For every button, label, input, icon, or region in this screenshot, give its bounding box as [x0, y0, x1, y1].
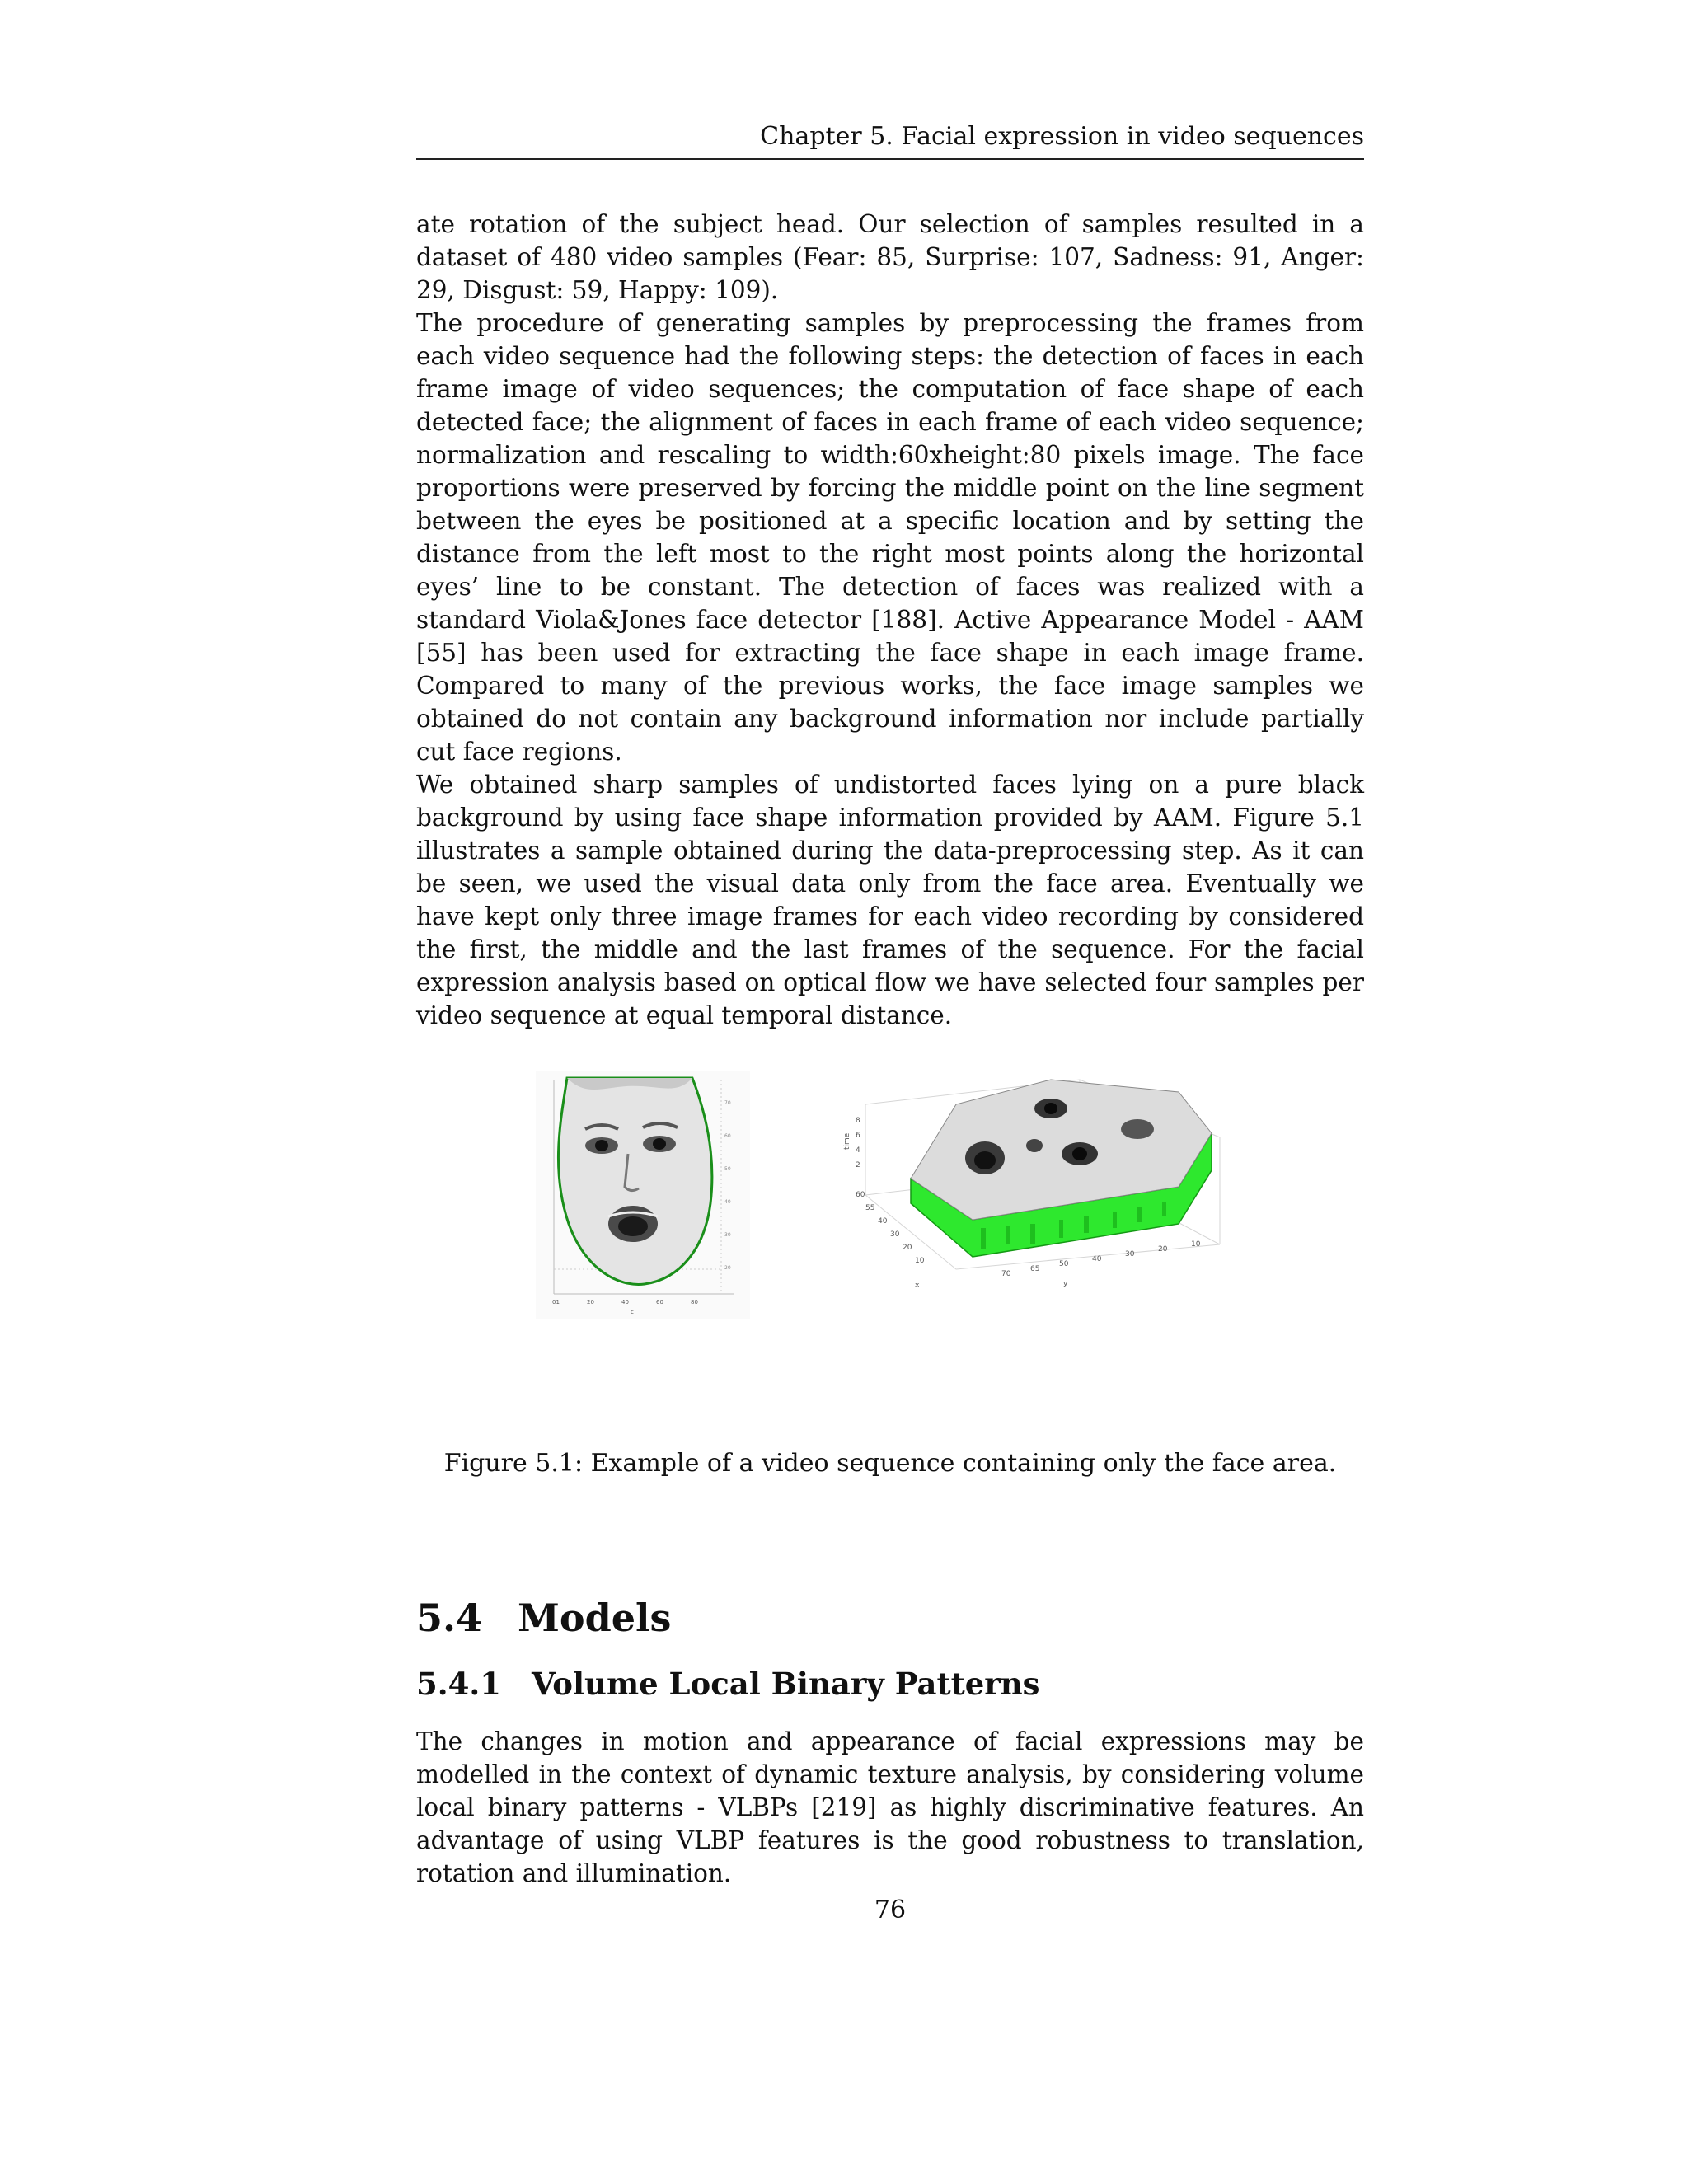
- paragraph: The procedure of generating samples by preprocessing the frames from each video sequence had the following steps: the detection of faces in each frame image of video sequences; the computation of face shape of each detected face; the alignment of faces in each frame of each video sequence; normalization and rescaling to width:60xheight:80 pixels image. The face proportions were preserved by forcing the middle point on the line segment between the eyes be positioned at a specific location and by setting the distance from the left most to the right most points along the horizontal eyes’ line to be constant. The detection of faces was realized with a standard Viola&Jones face detector [188]. Active Appearance Model - AAM [55] has been used for extracting the face shape in each image frame. Compared to many of the previous works, the face image samples we obtained do not contain any background information nor include partially cut face regions.: [416, 309, 1364, 766]
- section-title: Models: [518, 1596, 672, 1640]
- subsection-title: Volume Local Binary Patterns: [532, 1666, 1040, 1702]
- svg-text:70: 70: [724, 1100, 731, 1106]
- svg-text:40: 40: [724, 1199, 731, 1205]
- face-volume-3d-plot: [832, 1071, 1245, 1310]
- section-number: 5.4: [416, 1596, 483, 1640]
- tick-label: 65: [1030, 1265, 1040, 1273]
- tick-label: 01: [552, 1299, 560, 1305]
- tick-label: 40: [878, 1217, 888, 1226]
- page-number: 76: [874, 1896, 907, 1924]
- paragraph: The changes in motion and appearance of facial expressions may be modelled in the context of dynamic texture analysis, by considering volume local binary patterns - VLBPs [219] as highly discriminative features. An advantage of using VLBP features is the good robustness to translation, rotation and illumination.: [416, 1727, 1364, 1887]
- tick-label: 40: [1092, 1255, 1102, 1263]
- paragraph: ate rotation of the subject head. Our selection of samples resulted in a dataset of 480 video samples (Fear: 85, Surprise: 107, Sadness: 91, Anger: 29, Disgust: 59, Happy: 109).: [416, 210, 1364, 304]
- svg-text:30: 30: [724, 1232, 731, 1238]
- tick-label: 4: [856, 1146, 860, 1155]
- tick-label: 10: [915, 1257, 925, 1265]
- tick-label: 40: [621, 1299, 629, 1305]
- tick-label: 8: [856, 1117, 860, 1125]
- axis-label: time: [843, 1132, 851, 1150]
- tick-label: 80: [691, 1299, 698, 1305]
- tick-label: 20: [587, 1299, 594, 1305]
- svg-text:20: 20: [724, 1265, 731, 1271]
- tick-label: 10: [1191, 1240, 1201, 1249]
- figure-5-1: [416, 1071, 1364, 1319]
- tick-label: 60: [856, 1191, 865, 1199]
- subsection-number: 5.4.1: [416, 1666, 501, 1702]
- tick-label: 60: [656, 1299, 663, 1305]
- nose: [1026, 1139, 1043, 1152]
- tick-label: 2: [856, 1161, 860, 1169]
- running-header: Chapter 5. Facial expression in video sequences: [416, 120, 1364, 160]
- face-outline-plot: [536, 1071, 750, 1319]
- tick-label: 70: [1001, 1270, 1011, 1278]
- paragraph: We obtained sharp samples of undistorted faces lying on a pure black background by using face shape information provided by AAM. Figure 5.1 illustrates a sample obtained during the data-preprocessing step. As it can be seen, we used the visual data only from the face area. Eventually we have kept only three image frames for each video recording by considered the first, the middle and the last frames of the sequence. For the facial expression analysis based on optical flow we have selected four samples per video sequence at equal temporal distance.: [416, 771, 1364, 1029]
- tick-label: 30: [1125, 1250, 1135, 1258]
- body-text: [416, 208, 1364, 1032]
- subsection-body: [416, 1725, 1364, 1890]
- tick-label: 55: [865, 1204, 875, 1212]
- tick-label: 20: [903, 1244, 912, 1252]
- tick-label: 6: [856, 1132, 860, 1140]
- tick-label: 30: [890, 1230, 900, 1239]
- tick-label: 50: [1059, 1260, 1069, 1268]
- axis-label: y: [1063, 1280, 1068, 1288]
- figure-caption: Figure 5.1: Example of a video sequence containing only the face area.: [443, 1449, 1337, 1478]
- svg-text:60: 60: [724, 1133, 731, 1139]
- axis-label: x: [915, 1282, 920, 1290]
- tick-label: 20: [1158, 1245, 1168, 1254]
- section-heading: [416, 1593, 671, 1643]
- axis-label: c: [631, 1309, 634, 1315]
- subsection-heading: [416, 1663, 1039, 1704]
- svg-text:50: 50: [724, 1166, 731, 1172]
